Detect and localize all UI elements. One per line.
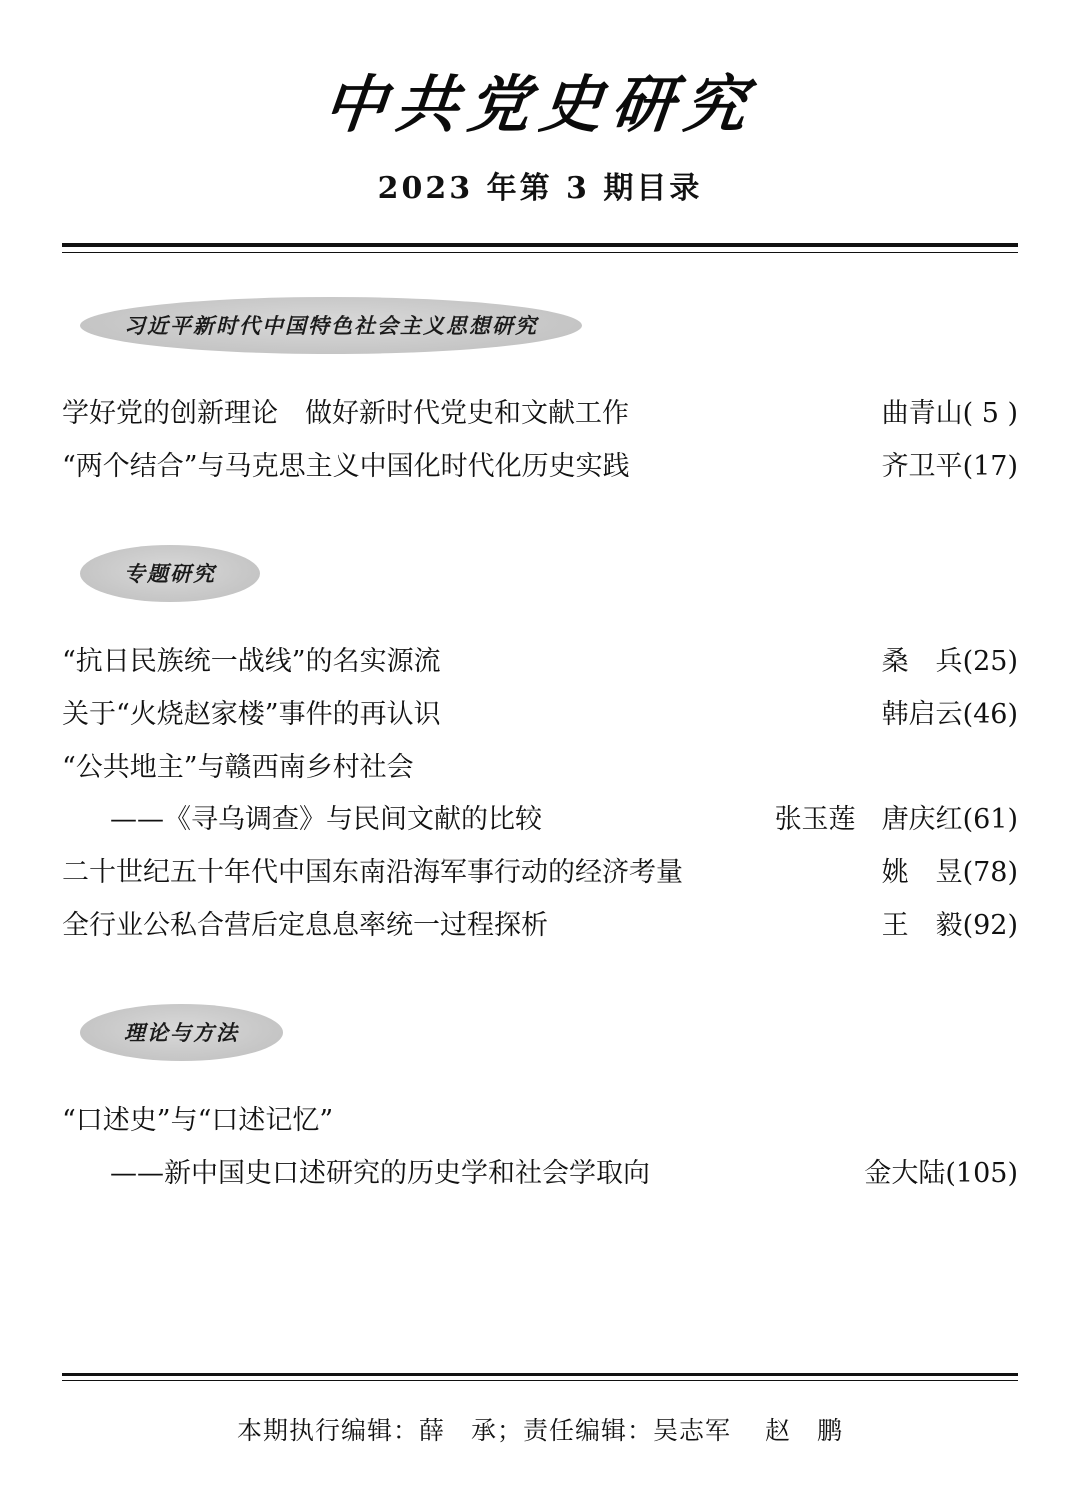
section-banner: 理论与方法	[80, 1004, 283, 1061]
toc-entry-author: 齐卫平	[881, 450, 963, 482]
toc-entry-page: (78)	[962, 856, 1018, 888]
toc-entry-title: “口述史”与“口述记忆”	[62, 1105, 334, 1137]
toc-entry-author-2: 唐庆红	[881, 804, 963, 836]
masthead	[62, 0, 1018, 207]
footer-divider	[62, 1373, 1018, 1381]
toc-entry-title: 全行业公私合营后定息息率统一过程探析	[62, 909, 548, 941]
toc-entry-page: (46)	[962, 699, 1018, 731]
toc-entry[interactable]	[62, 1148, 1018, 1201]
toc-entry-title: “公共地主”与赣西南乡村社会	[62, 751, 414, 783]
toc-entry-meta	[882, 689, 1018, 742]
toc-entry[interactable]	[62, 689, 1018, 742]
footer-separator: ；	[496, 1416, 523, 1445]
header-divider	[62, 243, 1018, 253]
toc-entry-page: ( 5 )	[962, 398, 1018, 430]
toc-entry-title: “两个结合”与马克思主义中国化时代化历史实践	[62, 450, 630, 482]
toc-entry[interactable]	[62, 742, 1018, 795]
toc-entry-author: 韩启云	[881, 699, 963, 731]
toc-entry-page: (25)	[962, 646, 1018, 678]
section-entries-1	[62, 636, 1018, 952]
toc-entry[interactable]	[62, 636, 1018, 689]
footer-credits	[0, 1411, 1080, 1447]
toc-entry-meta	[775, 794, 1018, 847]
toc-entry-author: 姚 昱	[881, 856, 963, 888]
toc-entry-meta	[882, 847, 1018, 900]
toc-entry-meta	[882, 441, 1018, 494]
toc-entry-meta	[882, 636, 1018, 689]
section-banner: 专题研究	[80, 545, 260, 602]
executive-editor-name: 薛 承	[418, 1416, 497, 1445]
section-banner: 习近平新时代中国特色社会主义思想研究	[80, 297, 582, 354]
toc-entry-page: (92)	[962, 909, 1018, 941]
toc-entry-title: ——新中国史口述研究的历史学和社会学取向	[110, 1157, 650, 1189]
toc-entry-title: ——《寻乌调查》与民间文献的比较	[110, 804, 542, 836]
responsible-editor-1: 吴志军	[653, 1416, 732, 1445]
toc-entry[interactable]	[62, 441, 1018, 494]
toc-entry[interactable]	[62, 900, 1018, 953]
toc-entry-meta	[864, 1148, 1018, 1201]
toc-entry-author: 张玉莲	[774, 804, 856, 836]
toc-entry-author: 金大陆	[864, 1157, 946, 1189]
toc-entry[interactable]	[62, 388, 1018, 441]
section-banner-wrap-2	[62, 1004, 1018, 1061]
issue-line: 2023 年第 3 期目录	[377, 171, 703, 207]
toc-entry-page: (105)	[945, 1157, 1018, 1189]
toc-entry-author: 王 毅	[881, 909, 963, 941]
toc-entry-title: 关于“火烧赵家楼”事件的再认识	[62, 699, 441, 731]
toc-entry-title: 二十世纪五十年代中国东南沿海军事行动的经济考量	[62, 856, 683, 888]
responsible-editor-2: 赵 鹏	[765, 1416, 844, 1445]
toc-entry-author: 桑 兵	[881, 646, 963, 678]
toc-entry-title: 学好党的创新理论 做好新时代党史和文献工作	[62, 398, 629, 430]
toc-entry-meta	[882, 900, 1018, 953]
responsible-editor-label: 责任编辑：	[523, 1416, 654, 1445]
executive-editor-label: 本期执行编辑：	[236, 1416, 419, 1445]
toc-entry[interactable]	[62, 1095, 1018, 1148]
toc-entry[interactable]	[62, 847, 1018, 900]
toc-entry-author: 曲青山	[881, 398, 963, 430]
toc-entry-page: (17)	[962, 450, 1018, 482]
toc-entry-page: (61)	[962, 804, 1018, 836]
toc-entry-title: “抗日民族统一战线”的名实源流	[62, 646, 441, 678]
journal-title: 中共党史研究	[320, 68, 760, 141]
toc-entry-meta	[882, 388, 1018, 441]
section-banner-wrap-1	[62, 545, 1018, 602]
toc-entry[interactable]	[62, 794, 1018, 847]
section-banner-wrap-0	[62, 297, 1018, 354]
section-entries-0	[62, 388, 1018, 493]
section-entries-2	[62, 1095, 1018, 1200]
